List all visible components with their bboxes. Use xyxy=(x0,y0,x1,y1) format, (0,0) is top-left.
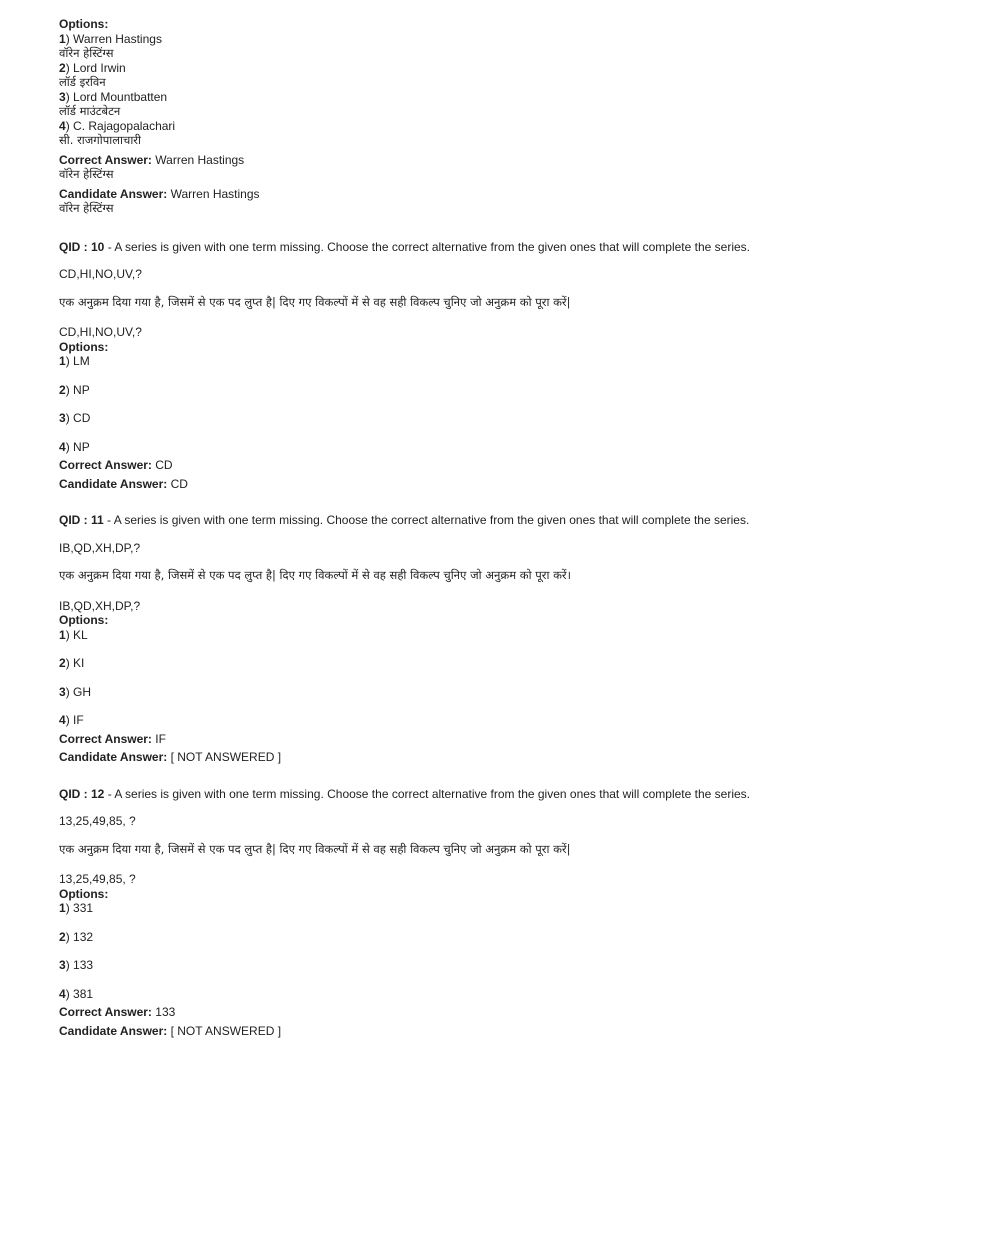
question-series: CD,HI,NO,UV,? xyxy=(59,267,142,281)
question-block-10 xyxy=(59,240,979,492)
option-text: KI xyxy=(73,656,85,670)
option-number: 3 xyxy=(59,684,66,699)
option-number: 4 xyxy=(59,713,66,727)
option-item: 1) Warren Hastings वॉरेन हेस्टिंग्स xyxy=(59,32,979,61)
option-text: Warren Hastings xyxy=(73,31,162,46)
question-text-hindi: एक अनुक्रम दिया गया है, जिसमें से एक पद लुप्त है| दिए गए विकल्पों में से वह सही विकल्प चुनिए जो अनुक्रम को पूरा करें। xyxy=(59,568,571,582)
option-item: 2) KI xyxy=(59,656,85,670)
options-label: Options: xyxy=(59,339,109,354)
option-item: 1) 331 xyxy=(59,901,94,915)
candidate-answer-value: Warren Hastings xyxy=(170,186,260,201)
option-item: 3) Lord Mountbatten लॉर्ड माउंटबेटन xyxy=(59,90,979,119)
option-text: NP xyxy=(73,382,90,397)
correct-answer-hindi: वॉरेन हेस्टिंग्स xyxy=(59,167,114,181)
question-text-hindi: एक अनुक्रम दिया गया है, जिसमें से एक पद लुप्त है| दिए गए विकल्पों में से वह सही विकल्प चुनिए जो अनुक्रम को पूरा करें| xyxy=(59,841,571,856)
question-series: IB,QD,XH,DP,? xyxy=(59,540,141,555)
option-item: 3) 133 xyxy=(59,958,94,972)
option-text-hindi: लॉर्ड इरविन xyxy=(59,75,106,89)
options-label: Options: xyxy=(59,17,109,31)
question-series-hindi: IB,QD,XH,DP,? xyxy=(59,598,141,613)
correct-answer xyxy=(59,1005,979,1020)
option-number: 1 xyxy=(59,627,66,642)
option-number: 1 xyxy=(59,31,66,46)
option-text: Lord Mountbatten xyxy=(73,89,168,104)
question-series-hindi: CD,HI,NO,UV,? xyxy=(59,325,142,339)
option-text: C. Rajagopalachari xyxy=(73,118,176,133)
option-text: 133 xyxy=(73,958,94,972)
correct-answer-label: Correct Answer: xyxy=(59,458,152,472)
option-text: CD xyxy=(73,411,91,425)
candidate-answer xyxy=(59,187,979,216)
option-item: 3) CD xyxy=(59,411,91,425)
correct-answer-value: IF xyxy=(155,731,166,746)
correct-answer-value: 133 xyxy=(155,1005,176,1019)
correct-answer-label: Correct Answer: xyxy=(59,152,152,167)
option-text: GH xyxy=(73,684,92,699)
option-item: 4) 381 xyxy=(59,986,94,1001)
option-number: 4 xyxy=(59,439,66,454)
option-number: 1 xyxy=(59,901,66,915)
question-id: QID : 11 xyxy=(59,513,104,527)
option-text: KL xyxy=(73,627,88,642)
option-text-hindi: लॉर्ड माउंटबेटन xyxy=(59,104,121,118)
candidate-answer-hindi: वॉरेन हेस्टिंग्स xyxy=(59,201,114,215)
option-number: 4 xyxy=(59,986,66,1001)
option-text-hindi: सी. राजगोपालाचारी xyxy=(59,133,141,147)
candidate-answer-label: Candidate Answer: xyxy=(59,186,168,201)
candidate-answer-label: Candidate Answer: xyxy=(59,750,168,764)
option-text: NP xyxy=(73,439,90,454)
option-number: 3 xyxy=(59,89,66,104)
candidate-answer xyxy=(59,750,979,765)
question-text: - A series is given with one term missing. Choose the correct alternative from the given ones that will complete the series. xyxy=(103,513,750,527)
answer-sheet-page xyxy=(59,17,979,1038)
option-item: 1) KL xyxy=(59,627,88,642)
option-item: 4) IF xyxy=(59,713,84,727)
question-id: QID : 10 xyxy=(59,239,105,254)
correct-answer xyxy=(59,458,979,473)
question-text: - A series is given with one term missing. Choose the correct alternative from the given ones that will complete the series. xyxy=(104,786,750,801)
options-label: Options: xyxy=(59,613,109,627)
correct-answer-label: Correct Answer: xyxy=(59,1005,152,1019)
question-text-hindi: एक अनुक्रम दिया गया है, जिसमें से एक पद लुप्त है| दिए गए विकल्पों में से वह सही विकल्प चुनिए जो अनुक्रम को पूरा करें| xyxy=(59,294,571,309)
option-item: 2) 132 xyxy=(59,929,94,944)
candidate-answer-value: [ NOT ANSWERED ] xyxy=(170,750,282,764)
correct-answer xyxy=(59,732,979,747)
option-text: 381 xyxy=(73,986,94,1001)
option-text: LM xyxy=(73,354,90,368)
correct-answer xyxy=(59,153,979,182)
candidate-answer-label: Candidate Answer: xyxy=(59,1023,168,1038)
option-text: IF xyxy=(73,713,84,727)
candidate-answer-value: [ NOT ANSWERED ] xyxy=(170,1023,282,1038)
option-number: 4 xyxy=(59,118,66,133)
question-series: 13,25,49,85, ? xyxy=(59,814,136,828)
candidate-answer xyxy=(59,1024,979,1039)
option-number: 3 xyxy=(59,411,66,425)
candidate-answer xyxy=(59,477,979,492)
candidate-answer-value: CD xyxy=(170,476,188,491)
option-text-hindi: वॉरेन हेस्टिंग्स xyxy=(59,46,114,60)
option-text: Lord Irwin xyxy=(73,60,126,75)
correct-answer-value: CD xyxy=(155,458,173,472)
correct-answer-value: Warren Hastings xyxy=(155,152,245,167)
option-number: 2 xyxy=(59,382,66,397)
option-item: 3) GH xyxy=(59,684,92,699)
option-number: 2 xyxy=(59,656,66,670)
options-label: Options: xyxy=(59,886,109,901)
question-text: - A series is given with one term missing. Choose the correct alternative from the given ones that will complete the series. xyxy=(104,239,750,254)
option-item: 4) NP xyxy=(59,439,90,454)
option-item: 1) LM xyxy=(59,354,90,368)
correct-answer-label: Correct Answer: xyxy=(59,731,152,746)
option-text: 331 xyxy=(73,901,94,915)
candidate-answer-label: Candidate Answer: xyxy=(59,476,168,491)
option-text: 132 xyxy=(73,929,94,944)
question-series-hindi: 13,25,49,85, ? xyxy=(59,872,136,886)
option-number: 2 xyxy=(59,60,66,75)
question-block-12 xyxy=(59,787,979,1039)
option-number: 2 xyxy=(59,929,66,944)
option-number: 3 xyxy=(59,958,66,972)
option-item: 4) C. Rajagopalachari सी. राजगोपालाचारी xyxy=(59,119,979,148)
question-id: QID : 12 xyxy=(59,786,105,801)
question-block-9 xyxy=(59,17,979,216)
question-block-11 xyxy=(59,513,979,765)
option-number: 1 xyxy=(59,354,66,368)
option-item: 2) Lord Irwin लॉर्ड इरविन xyxy=(59,61,979,90)
option-item: 2) NP xyxy=(59,382,90,397)
